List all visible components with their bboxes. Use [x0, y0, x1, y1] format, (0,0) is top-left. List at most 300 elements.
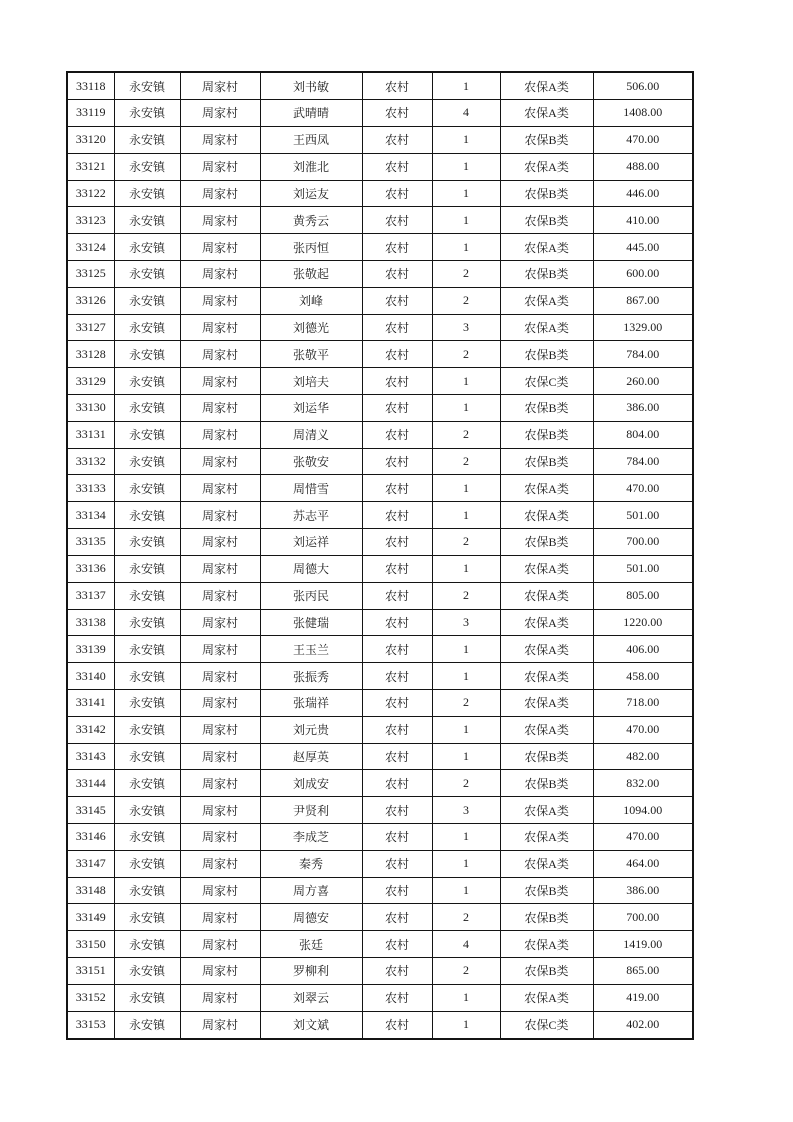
insurance-category-cell: 农保B类	[500, 207, 593, 234]
record-id-cell: 33138	[67, 609, 114, 636]
village-cell: 周家村	[180, 663, 260, 690]
insurance-category-cell: 农保A类	[500, 689, 593, 716]
person-count-cell: 2	[432, 260, 500, 287]
record-id-cell: 33129	[67, 368, 114, 395]
record-id-cell: 33147	[67, 850, 114, 877]
town-cell: 永安镇	[114, 958, 180, 985]
record-id-cell: 33150	[67, 931, 114, 958]
person-count-cell: 3	[432, 314, 500, 341]
village-cell: 周家村	[180, 72, 260, 100]
amount-cell: 260.00	[593, 368, 693, 395]
person-count-cell: 2	[432, 448, 500, 475]
table-row	[67, 931, 693, 958]
person-count-cell: 1	[432, 395, 500, 422]
village-cell: 周家村	[180, 529, 260, 556]
record-id-cell: 33145	[67, 797, 114, 824]
person-name-cell: 刘文斌	[260, 1011, 362, 1039]
town-cell: 永安镇	[114, 287, 180, 314]
town-cell: 永安镇	[114, 984, 180, 1011]
town-cell: 永安镇	[114, 153, 180, 180]
person-count-cell: 2	[432, 958, 500, 985]
record-id-cell: 33123	[67, 207, 114, 234]
amount-cell: 1408.00	[593, 100, 693, 127]
insurance-category-cell: 农保B类	[500, 260, 593, 287]
town-cell: 永安镇	[114, 877, 180, 904]
insurance-category-cell: 农保B类	[500, 743, 593, 770]
amount-cell: 600.00	[593, 260, 693, 287]
person-count-cell: 1	[432, 234, 500, 261]
record-id-cell: 33148	[67, 877, 114, 904]
person-name-cell: 刘运华	[260, 395, 362, 422]
record-id-cell: 33131	[67, 421, 114, 448]
village-cell: 周家村	[180, 341, 260, 368]
person-count-cell: 1	[432, 502, 500, 529]
town-cell: 永安镇	[114, 716, 180, 743]
table-row	[67, 984, 693, 1011]
amount-cell: 1220.00	[593, 609, 693, 636]
residence-type-cell: 农村	[362, 689, 432, 716]
amount-cell: 804.00	[593, 421, 693, 448]
insurance-category-cell: 农保B类	[500, 448, 593, 475]
amount-cell: 482.00	[593, 743, 693, 770]
person-count-cell: 1	[432, 984, 500, 1011]
table-row	[67, 100, 693, 127]
amount-cell: 386.00	[593, 395, 693, 422]
residence-type-cell: 农村	[362, 770, 432, 797]
town-cell: 永安镇	[114, 636, 180, 663]
amount-cell: 419.00	[593, 984, 693, 1011]
record-id-cell: 33135	[67, 529, 114, 556]
table-row	[67, 529, 693, 556]
residence-type-cell: 农村	[362, 448, 432, 475]
town-cell: 永安镇	[114, 529, 180, 556]
record-id-cell: 33124	[67, 234, 114, 261]
town-cell: 永安镇	[114, 314, 180, 341]
town-cell: 永安镇	[114, 180, 180, 207]
town-cell: 永安镇	[114, 850, 180, 877]
record-id-cell: 33125	[67, 260, 114, 287]
amount-cell: 832.00	[593, 770, 693, 797]
record-id-cell: 33139	[67, 636, 114, 663]
amount-cell: 1094.00	[593, 797, 693, 824]
insurance-category-cell: 农保C类	[500, 1011, 593, 1039]
table-row	[67, 475, 693, 502]
village-cell: 周家村	[180, 984, 260, 1011]
person-name-cell: 张健瑞	[260, 609, 362, 636]
amount-cell: 865.00	[593, 958, 693, 985]
village-cell: 周家村	[180, 502, 260, 529]
person-name-cell: 刘书敏	[260, 72, 362, 100]
village-cell: 周家村	[180, 958, 260, 985]
table-row	[67, 609, 693, 636]
village-cell: 周家村	[180, 180, 260, 207]
village-cell: 周家村	[180, 582, 260, 609]
person-name-cell: 刘运祥	[260, 529, 362, 556]
residence-type-cell: 农村	[362, 287, 432, 314]
insurance-category-cell: 农保A类	[500, 287, 593, 314]
insurance-category-cell: 农保B类	[500, 529, 593, 556]
table-row	[67, 582, 693, 609]
town-cell: 永安镇	[114, 72, 180, 100]
town-cell: 永安镇	[114, 931, 180, 958]
table-row	[67, 877, 693, 904]
person-name-cell: 尹贤利	[260, 797, 362, 824]
insurance-category-cell: 农保A类	[500, 824, 593, 851]
village-cell: 周家村	[180, 904, 260, 931]
village-cell: 周家村	[180, 100, 260, 127]
person-count-cell: 1	[432, 850, 500, 877]
insurance-category-cell: 农保A类	[500, 984, 593, 1011]
person-name-cell: 周清义	[260, 421, 362, 448]
person-name-cell: 罗柳利	[260, 958, 362, 985]
village-cell: 周家村	[180, 609, 260, 636]
town-cell: 永安镇	[114, 475, 180, 502]
amount-cell: 470.00	[593, 716, 693, 743]
person-name-cell: 赵厚英	[260, 743, 362, 770]
village-cell: 周家村	[180, 824, 260, 851]
insurance-category-cell: 农保B类	[500, 904, 593, 931]
residence-type-cell: 农村	[362, 207, 432, 234]
person-count-cell: 2	[432, 582, 500, 609]
amount-cell: 445.00	[593, 234, 693, 261]
insurance-category-cell: 农保A类	[500, 153, 593, 180]
residence-type-cell: 农村	[362, 153, 432, 180]
person-name-cell: 张振秀	[260, 663, 362, 690]
town-cell: 永安镇	[114, 502, 180, 529]
person-name-cell: 周德安	[260, 904, 362, 931]
record-id-cell: 33152	[67, 984, 114, 1011]
person-name-cell: 张敬起	[260, 260, 362, 287]
records-table	[66, 71, 694, 1040]
table-body	[67, 72, 693, 1039]
amount-cell: 718.00	[593, 689, 693, 716]
person-name-cell: 李成芝	[260, 824, 362, 851]
amount-cell: 464.00	[593, 850, 693, 877]
record-id-cell: 33119	[67, 100, 114, 127]
person-count-cell: 2	[432, 770, 500, 797]
person-name-cell: 张丙民	[260, 582, 362, 609]
town-cell: 永安镇	[114, 824, 180, 851]
town-cell: 永安镇	[114, 234, 180, 261]
person-name-cell: 张丙恒	[260, 234, 362, 261]
amount-cell: 446.00	[593, 180, 693, 207]
residence-type-cell: 农村	[362, 72, 432, 100]
table-row	[67, 689, 693, 716]
amount-cell: 805.00	[593, 582, 693, 609]
village-cell: 周家村	[180, 689, 260, 716]
table-row	[67, 368, 693, 395]
insurance-category-cell: 农保A类	[500, 100, 593, 127]
amount-cell: 867.00	[593, 287, 693, 314]
insurance-category-cell: 农保B类	[500, 395, 593, 422]
person-name-cell: 刘德光	[260, 314, 362, 341]
person-count-cell: 1	[432, 126, 500, 153]
amount-cell: 501.00	[593, 555, 693, 582]
person-count-cell: 1	[432, 877, 500, 904]
town-cell: 永安镇	[114, 689, 180, 716]
town-cell: 永安镇	[114, 663, 180, 690]
person-count-cell: 3	[432, 609, 500, 636]
village-cell: 周家村	[180, 314, 260, 341]
table-row	[67, 663, 693, 690]
village-cell: 周家村	[180, 931, 260, 958]
town-cell: 永安镇	[114, 1011, 180, 1039]
town-cell: 永安镇	[114, 260, 180, 287]
residence-type-cell: 农村	[362, 341, 432, 368]
residence-type-cell: 农村	[362, 421, 432, 448]
table-row	[67, 395, 693, 422]
record-id-cell: 33153	[67, 1011, 114, 1039]
residence-type-cell: 农村	[362, 984, 432, 1011]
person-name-cell: 王玉兰	[260, 636, 362, 663]
residence-type-cell: 农村	[362, 234, 432, 261]
person-name-cell: 刘运友	[260, 180, 362, 207]
person-count-cell: 2	[432, 904, 500, 931]
record-id-cell: 33133	[67, 475, 114, 502]
residence-type-cell: 农村	[362, 529, 432, 556]
village-cell: 周家村	[180, 207, 260, 234]
insurance-category-cell: 农保A类	[500, 555, 593, 582]
insurance-category-cell: 农保A类	[500, 582, 593, 609]
insurance-category-cell: 农保A类	[500, 234, 593, 261]
amount-cell: 406.00	[593, 636, 693, 663]
person-count-cell: 4	[432, 100, 500, 127]
table-row	[67, 1011, 693, 1039]
table-row	[67, 555, 693, 582]
person-count-cell: 4	[432, 931, 500, 958]
residence-type-cell: 农村	[362, 958, 432, 985]
table-row	[67, 234, 693, 261]
amount-cell: 410.00	[593, 207, 693, 234]
village-cell: 周家村	[180, 636, 260, 663]
village-cell: 周家村	[180, 743, 260, 770]
village-cell: 周家村	[180, 126, 260, 153]
town-cell: 永安镇	[114, 609, 180, 636]
town-cell: 永安镇	[114, 904, 180, 931]
person-name-cell: 张瑞祥	[260, 689, 362, 716]
amount-cell: 1329.00	[593, 314, 693, 341]
record-id-cell: 33128	[67, 341, 114, 368]
village-cell: 周家村	[180, 234, 260, 261]
insurance-category-cell: 农保A类	[500, 636, 593, 663]
insurance-category-cell: 农保B类	[500, 180, 593, 207]
insurance-category-cell: 农保B类	[500, 958, 593, 985]
amount-cell: 506.00	[593, 72, 693, 100]
person-count-cell: 1	[432, 824, 500, 851]
person-name-cell: 刘翠云	[260, 984, 362, 1011]
table-row	[67, 716, 693, 743]
person-count-cell: 1	[432, 716, 500, 743]
person-count-cell: 1	[432, 475, 500, 502]
table-row	[67, 636, 693, 663]
village-cell: 周家村	[180, 421, 260, 448]
table-row	[67, 797, 693, 824]
amount-cell: 1419.00	[593, 931, 693, 958]
person-count-cell: 2	[432, 287, 500, 314]
person-count-cell: 1	[432, 180, 500, 207]
village-cell: 周家村	[180, 770, 260, 797]
person-count-cell: 1	[432, 207, 500, 234]
record-id-cell: 33132	[67, 448, 114, 475]
town-cell: 永安镇	[114, 770, 180, 797]
village-cell: 周家村	[180, 475, 260, 502]
insurance-category-cell: 农保A类	[500, 850, 593, 877]
record-id-cell: 33144	[67, 770, 114, 797]
table-row	[67, 72, 693, 100]
insurance-category-cell: 农保A类	[500, 314, 593, 341]
record-id-cell: 33118	[67, 72, 114, 100]
residence-type-cell: 农村	[362, 368, 432, 395]
insurance-category-cell: 农保B类	[500, 341, 593, 368]
person-name-cell: 王西凤	[260, 126, 362, 153]
amount-cell: 700.00	[593, 904, 693, 931]
residence-type-cell: 农村	[362, 555, 432, 582]
person-name-cell: 武晴晴	[260, 100, 362, 127]
residence-type-cell: 农村	[362, 931, 432, 958]
person-count-cell: 1	[432, 368, 500, 395]
residence-type-cell: 农村	[362, 904, 432, 931]
town-cell: 永安镇	[114, 126, 180, 153]
residence-type-cell: 农村	[362, 743, 432, 770]
residence-type-cell: 农村	[362, 100, 432, 127]
table-row	[67, 502, 693, 529]
record-id-cell: 33143	[67, 743, 114, 770]
person-count-cell: 1	[432, 663, 500, 690]
town-cell: 永安镇	[114, 341, 180, 368]
person-count-cell: 2	[432, 341, 500, 368]
record-id-cell: 33130	[67, 395, 114, 422]
town-cell: 永安镇	[114, 207, 180, 234]
residence-type-cell: 农村	[362, 502, 432, 529]
residence-type-cell: 农村	[362, 663, 432, 690]
village-cell: 周家村	[180, 260, 260, 287]
residence-type-cell: 农村	[362, 260, 432, 287]
amount-cell: 700.00	[593, 529, 693, 556]
town-cell: 永安镇	[114, 743, 180, 770]
insurance-category-cell: 农保A类	[500, 502, 593, 529]
village-cell: 周家村	[180, 395, 260, 422]
person-name-cell: 刘淮北	[260, 153, 362, 180]
residence-type-cell: 农村	[362, 636, 432, 663]
table-row	[67, 448, 693, 475]
village-cell: 周家村	[180, 153, 260, 180]
residence-type-cell: 农村	[362, 1011, 432, 1039]
village-cell: 周家村	[180, 1011, 260, 1039]
person-count-cell: 1	[432, 555, 500, 582]
table-row	[67, 770, 693, 797]
record-id-cell: 33134	[67, 502, 114, 529]
table-row	[67, 287, 693, 314]
person-count-cell: 1	[432, 153, 500, 180]
record-id-cell: 33127	[67, 314, 114, 341]
village-cell: 周家村	[180, 287, 260, 314]
record-id-cell: 33120	[67, 126, 114, 153]
amount-cell: 501.00	[593, 502, 693, 529]
town-cell: 永安镇	[114, 797, 180, 824]
record-id-cell: 33126	[67, 287, 114, 314]
person-count-cell: 2	[432, 529, 500, 556]
insurance-category-cell: 农保A类	[500, 716, 593, 743]
record-id-cell: 33136	[67, 555, 114, 582]
insurance-category-cell: 农保A类	[500, 72, 593, 100]
residence-type-cell: 农村	[362, 716, 432, 743]
amount-cell: 470.00	[593, 475, 693, 502]
table-row	[67, 743, 693, 770]
person-name-cell: 张敬平	[260, 341, 362, 368]
insurance-category-cell: 农保B类	[500, 421, 593, 448]
table-row	[67, 314, 693, 341]
person-count-cell: 1	[432, 636, 500, 663]
town-cell: 永安镇	[114, 100, 180, 127]
person-name-cell: 刘元贵	[260, 716, 362, 743]
town-cell: 永安镇	[114, 582, 180, 609]
town-cell: 永安镇	[114, 368, 180, 395]
insurance-category-cell: 农保B类	[500, 126, 593, 153]
village-cell: 周家村	[180, 716, 260, 743]
residence-type-cell: 农村	[362, 395, 432, 422]
record-id-cell: 33137	[67, 582, 114, 609]
record-id-cell: 33149	[67, 904, 114, 931]
town-cell: 永安镇	[114, 395, 180, 422]
table-row	[67, 153, 693, 180]
table-row	[67, 260, 693, 287]
table-row	[67, 421, 693, 448]
record-id-cell: 33122	[67, 180, 114, 207]
village-cell: 周家村	[180, 850, 260, 877]
person-name-cell: 黄秀云	[260, 207, 362, 234]
table-row	[67, 958, 693, 985]
person-name-cell: 周方喜	[260, 877, 362, 904]
insurance-category-cell: 农保A类	[500, 797, 593, 824]
person-count-cell: 3	[432, 797, 500, 824]
town-cell: 永安镇	[114, 555, 180, 582]
residence-type-cell: 农村	[362, 475, 432, 502]
residence-type-cell: 农村	[362, 180, 432, 207]
person-count-cell: 1	[432, 1011, 500, 1039]
insurance-category-cell: 农保A类	[500, 475, 593, 502]
amount-cell: 470.00	[593, 824, 693, 851]
village-cell: 周家村	[180, 368, 260, 395]
residence-type-cell: 农村	[362, 877, 432, 904]
record-id-cell: 33151	[67, 958, 114, 985]
person-name-cell: 周德大	[260, 555, 362, 582]
person-name-cell: 刘培夫	[260, 368, 362, 395]
table-row	[67, 207, 693, 234]
person-name-cell: 苏志平	[260, 502, 362, 529]
village-cell: 周家村	[180, 877, 260, 904]
amount-cell: 784.00	[593, 341, 693, 368]
amount-cell: 458.00	[593, 663, 693, 690]
insurance-category-cell: 农保A类	[500, 663, 593, 690]
insurance-category-cell: 农保B类	[500, 770, 593, 797]
table-row	[67, 126, 693, 153]
table-row	[67, 850, 693, 877]
table-row	[67, 180, 693, 207]
residence-type-cell: 农村	[362, 314, 432, 341]
person-name-cell: 刘峰	[260, 287, 362, 314]
record-id-cell: 33146	[67, 824, 114, 851]
residence-type-cell: 农村	[362, 797, 432, 824]
amount-cell: 784.00	[593, 448, 693, 475]
person-name-cell: 周惜雪	[260, 475, 362, 502]
residence-type-cell: 农村	[362, 582, 432, 609]
record-id-cell: 33142	[67, 716, 114, 743]
person-name-cell: 张廷	[260, 931, 362, 958]
table-row	[67, 904, 693, 931]
insurance-category-cell: 农保A类	[500, 931, 593, 958]
person-name-cell: 秦秀	[260, 850, 362, 877]
person-name-cell: 刘成安	[260, 770, 362, 797]
